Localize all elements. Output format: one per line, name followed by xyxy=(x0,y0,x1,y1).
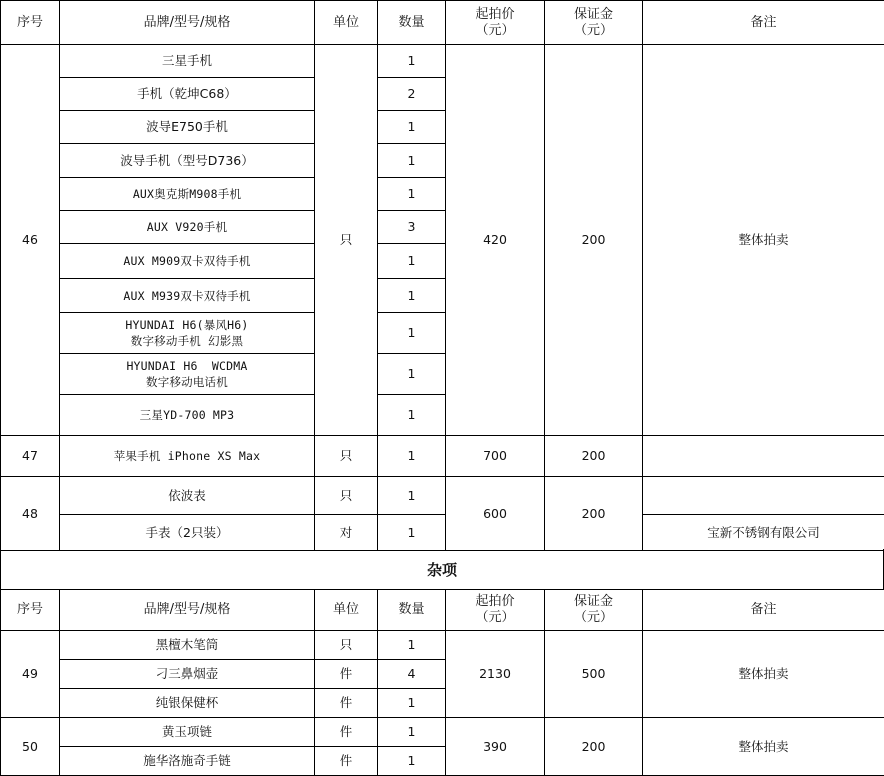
item-name-line: HYUNDAI H6(暴风H6) xyxy=(62,317,312,333)
table-row xyxy=(1,436,884,477)
header-start-price-l1: 起拍价 xyxy=(448,594,542,610)
header-deposit-l2: （元） xyxy=(547,23,640,39)
header-note: 备注 xyxy=(643,590,884,631)
item-unit: 只 xyxy=(315,477,378,515)
item-qty: 2 xyxy=(378,78,446,111)
header-qty: 数量 xyxy=(378,590,446,631)
item-name: 波导E750手机 xyxy=(60,111,315,144)
header-brand: 品牌/型号/规格 xyxy=(60,590,315,631)
header-start-price-l2: （元） xyxy=(448,23,542,39)
header-seq: 序号 xyxy=(1,1,60,45)
table-row xyxy=(1,477,884,515)
header-start-price xyxy=(446,1,545,45)
item-unit: 件 xyxy=(315,689,378,718)
item-name: AUX V920手机 xyxy=(60,211,315,244)
header-qty: 数量 xyxy=(378,1,446,45)
header-deposit-l2: （元） xyxy=(547,610,640,626)
item-name: 手机（乾坤C68） xyxy=(60,78,315,111)
header-brand: 品牌/型号/规格 xyxy=(60,1,315,45)
item-name xyxy=(60,313,315,354)
item-qty: 3 xyxy=(378,211,446,244)
lot47-seq: 47 xyxy=(1,436,60,477)
lot47-deposit: 200 xyxy=(545,436,643,477)
item-name: 三星YD-700 MP3 xyxy=(60,395,315,436)
item-name: 波导手机（型号D736） xyxy=(60,144,315,178)
item-qty: 4 xyxy=(378,660,446,689)
item-qty: 1 xyxy=(378,178,446,211)
table-row xyxy=(1,515,884,551)
item-name-line: HYUNDAI H6 WCDMA xyxy=(62,358,312,374)
lot50-start-price: 390 xyxy=(446,718,545,776)
header-seq: 序号 xyxy=(1,590,60,631)
item-qty: 1 xyxy=(378,244,446,279)
lot47-start-price: 700 xyxy=(446,436,545,477)
lot50-note: 整体拍卖 xyxy=(643,718,884,776)
table-row xyxy=(1,718,884,747)
header-deposit xyxy=(545,1,643,45)
header-start-price-l1: 起拍价 xyxy=(448,7,542,23)
header-note: 备注 xyxy=(643,1,884,45)
item-unit: 件 xyxy=(315,718,378,747)
item-qty: 1 xyxy=(378,631,446,660)
lot48-start-price: 600 xyxy=(446,477,545,551)
item-name: AUX M909双卡双待手机 xyxy=(60,244,315,279)
lot49-seq: 49 xyxy=(1,631,60,718)
item-name: AUX M939双卡双待手机 xyxy=(60,279,315,313)
header-start-price xyxy=(446,590,545,631)
header-start-price-l2: （元） xyxy=(448,610,542,626)
item-name: 三星手机 xyxy=(60,45,315,78)
item-qty: 1 xyxy=(378,718,446,747)
section-title: 杂项 xyxy=(0,549,884,589)
item-name: 纯银保健杯 xyxy=(60,689,315,718)
header-unit: 单位 xyxy=(315,590,378,631)
header-deposit-l1: 保证金 xyxy=(547,594,640,610)
item-name: 苹果手机 iPhone XS Max xyxy=(60,436,315,477)
item-qty: 1 xyxy=(378,436,446,477)
lot46-deposit: 200 xyxy=(545,45,643,436)
item-qty: 1 xyxy=(378,477,446,515)
item-name: 依波表 xyxy=(60,477,315,515)
lot46-unit: 只 xyxy=(315,45,378,436)
header-deposit-l1: 保证金 xyxy=(547,7,640,23)
item-name: 黄玉项链 xyxy=(60,718,315,747)
item-unit: 件 xyxy=(315,660,378,689)
auction-table-misc xyxy=(0,589,884,776)
item-unit: 只 xyxy=(315,631,378,660)
lot49-deposit: 500 xyxy=(545,631,643,718)
item-qty: 1 xyxy=(378,45,446,78)
item-name: 施华洛施奇手链 xyxy=(60,747,315,776)
lot46-seq: 46 xyxy=(1,45,60,436)
item-qty: 1 xyxy=(378,279,446,313)
item-unit: 只 xyxy=(315,436,378,477)
table-row xyxy=(1,45,884,78)
item-name: 黑檀木笔筒 xyxy=(60,631,315,660)
header-row xyxy=(1,590,884,631)
lot49-note: 整体拍卖 xyxy=(643,631,884,718)
item-qty: 1 xyxy=(378,515,446,551)
item-qty: 1 xyxy=(378,111,446,144)
header-deposit xyxy=(545,590,643,631)
item-qty: 1 xyxy=(378,689,446,718)
item-note xyxy=(643,477,884,515)
item-qty: 1 xyxy=(378,313,446,354)
item-unit: 件 xyxy=(315,747,378,776)
lot46-start-price: 420 xyxy=(446,45,545,436)
item-name xyxy=(60,354,315,395)
header-unit: 单位 xyxy=(315,1,378,45)
item-name-line: 数字移动电话机 xyxy=(62,374,312,390)
lot50-seq: 50 xyxy=(1,718,60,776)
item-qty: 1 xyxy=(378,747,446,776)
item-note: 宝新不锈钢有限公司 xyxy=(643,515,884,551)
table-row xyxy=(1,631,884,660)
lot48-seq: 48 xyxy=(1,477,60,551)
lot48-deposit: 200 xyxy=(545,477,643,551)
item-name-line: 数字移动手机 幻影黑 xyxy=(62,333,312,349)
lot49-start-price: 2130 xyxy=(446,631,545,718)
item-name: 手表（2只装） xyxy=(60,515,315,551)
lot50-deposit: 200 xyxy=(545,718,643,776)
lot46-note: 整体拍卖 xyxy=(643,45,884,436)
item-qty: 1 xyxy=(378,354,446,395)
lot47-note xyxy=(643,436,884,477)
header-row xyxy=(1,1,884,45)
item-qty: 1 xyxy=(378,395,446,436)
item-qty: 1 xyxy=(378,144,446,178)
item-name: 刁三鼻烟壶 xyxy=(60,660,315,689)
item-name: AUX奥克斯M908手机 xyxy=(60,178,315,211)
item-unit: 对 xyxy=(315,515,378,551)
